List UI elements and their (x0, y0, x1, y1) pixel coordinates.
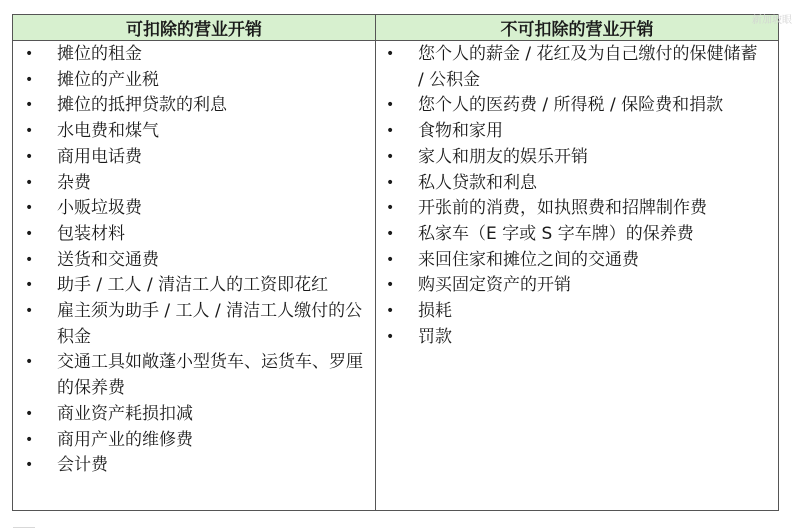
bullet-icon: • (25, 123, 34, 140)
list-item (13, 119, 375, 145)
corner-mark (13, 527, 35, 528)
list-item (13, 428, 375, 454)
list-item-text: 送货和交通费 (57, 249, 159, 270)
bullet-icon: • (25, 174, 34, 191)
list-item (13, 299, 375, 350)
list-item-text: 包装材料 (57, 223, 125, 244)
list-item-text: 商业资产耗损扣减 (57, 403, 193, 424)
bullet-icon: • (25, 354, 34, 371)
bullet-icon: • (386, 46, 395, 62)
list-item-text: 小贩垃圾费 (57, 198, 142, 219)
list-item (13, 222, 375, 248)
list-item (376, 42, 778, 93)
bullet-icon: • (25, 277, 34, 294)
deductible-list (13, 42, 375, 479)
list-item-text: 开张前的消费，如执照费和招牌制作费 (418, 198, 707, 219)
bullet-icon: • (386, 97, 395, 114)
bullet-icon: • (25, 303, 34, 320)
bullet-icon: • (25, 251, 34, 268)
bullet-icon: • (386, 303, 395, 320)
list-item (13, 350, 375, 401)
list-item-text: 助手 / 工人 / 清洁工人的工资即花红 (57, 275, 329, 296)
list-item (376, 171, 778, 197)
non-deductible-column (376, 41, 778, 510)
list-item (13, 402, 375, 428)
bullet-icon: • (25, 46, 34, 62)
bullet-icon: • (386, 251, 395, 268)
list-item (13, 273, 375, 299)
bullet-icon: • (386, 277, 395, 294)
list-item-text: 会计费 (57, 455, 108, 476)
list-item-text: 家人和朋友的娱乐开销 (418, 146, 588, 167)
bullet-icon: • (25, 225, 34, 242)
bullet-icon: • (386, 123, 395, 140)
list-item-text: 摊位的抵押贷款的利息 (57, 95, 227, 116)
list-item (376, 119, 778, 145)
non-deductible-header: 不可扣除的营业开销 (376, 15, 778, 41)
list-item-text: 雇主须为助手 / 工人 / 清洁工人缴付的公积金 (57, 301, 363, 347)
bullet-icon: • (386, 328, 395, 345)
list-item (13, 196, 375, 222)
non-deductible-list (376, 42, 778, 350)
list-item (13, 68, 375, 94)
list-item (376, 248, 778, 274)
list-item (13, 93, 375, 119)
list-item (376, 93, 778, 119)
list-item (13, 42, 375, 68)
bullet-icon: • (25, 457, 34, 474)
list-item-text: 交通工具如敞蓬小型货车、运货车、罗厘的保养费 (57, 352, 363, 399)
list-item-text: 您个人的医药费 / 所得税 / 保险费和捐款 (418, 95, 724, 116)
list-item (376, 145, 778, 171)
list-item-text: 来回住家和摊位之间的交通费 (418, 249, 639, 270)
bullet-icon: • (25, 71, 34, 88)
list-item (376, 196, 778, 222)
list-item (376, 299, 778, 325)
bullet-icon: • (25, 431, 34, 448)
list-item-text: 您个人的薪金 / 花红及为自己缴付的保健储蓄 / 公积金 (418, 44, 758, 90)
watermark: 新加坡眼 (752, 15, 792, 26)
bullet-icon: • (386, 148, 395, 165)
list-item-text: 食物和家用 (418, 121, 503, 142)
bullet-icon: • (25, 148, 34, 165)
bullet-icon: • (25, 405, 34, 422)
list-item-text: 水电费和煤气 (57, 121, 159, 142)
deductible-header: 可扣除的营业开销 (13, 15, 376, 41)
list-item (376, 222, 778, 248)
bullet-icon: • (386, 225, 395, 242)
list-item (13, 248, 375, 274)
list-item-text: 商用电话费 (57, 146, 142, 167)
list-item-text: 摊位的租金 (57, 44, 142, 64)
list-item-text: 损耗 (418, 301, 452, 322)
list-item-text: 杂费 (57, 172, 91, 193)
list-item-text: 购买固定资产的开销 (418, 275, 571, 296)
bullet-icon: • (386, 174, 395, 191)
list-item (376, 273, 778, 299)
list-item-text: 罚款 (418, 326, 452, 347)
bullet-icon: • (25, 200, 34, 217)
list-item-text: 私人贷款和利息 (418, 172, 537, 193)
bullet-icon: • (386, 200, 395, 217)
list-item-text: 私家车（E 字或 S 字车牌）的保养费 (418, 223, 694, 244)
list-item (376, 325, 778, 351)
deductible-column (13, 41, 376, 510)
list-item-text: 摊位的产业税 (57, 69, 159, 90)
bullet-icon: • (25, 97, 34, 114)
list-item (13, 171, 375, 197)
list-item (13, 145, 375, 171)
expense-table (12, 14, 779, 511)
list-item (13, 453, 375, 479)
list-item-text: 商用产业的维修费 (57, 429, 193, 450)
